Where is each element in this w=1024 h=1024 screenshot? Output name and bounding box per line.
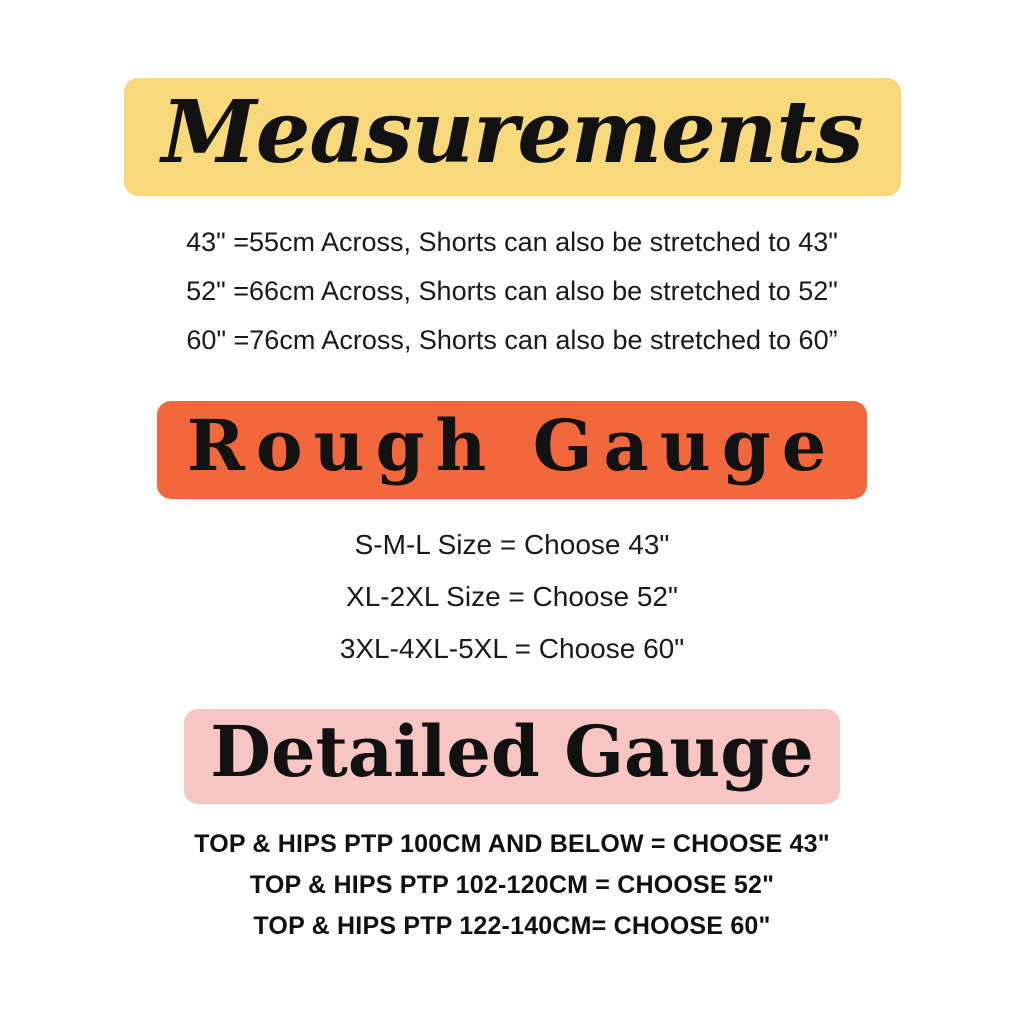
measurements-line: 60" =76cm Across, Shorts can also be stretched to 60” (186, 324, 838, 355)
rough-gauge-line: XL-2XL Size = Choose 52" (346, 580, 678, 612)
detailed-gauge-title: Detailed Gauge (210, 709, 814, 793)
rough-gauge-lines (340, 519, 684, 675)
detailed-gauge-line: TOP & HIPS PTP 102-120CM = CHOOSE 52" (249, 871, 775, 900)
rough-gauge-line: 3XL-4XL-5XL = Choose 60" (339, 632, 685, 664)
measurements-line: 52" =66cm Across, Shorts can also be stretched to 52" (186, 275, 838, 306)
detailed-gauge-line: TOP & HIPS PTP 122-140CM= CHOOSE 60" (253, 912, 771, 941)
rough-gauge-line: S-M-L Size = Choose 43" (354, 528, 670, 560)
detailed-gauge-line: TOP & HIPS PTP 100CM AND BELOW = CHOOSE 43" (194, 830, 830, 859)
measurements-line: 43" =55cm Across, Shorts can also be stretched to 43" (186, 226, 838, 257)
detailed-gauge-lines (194, 824, 830, 947)
measurements-title: Measurements (161, 82, 863, 183)
rough-gauge-title: Rough Gauge (186, 403, 838, 487)
detailed-gauge-banner (184, 709, 839, 805)
measurements-lines (186, 218, 838, 365)
rough-gauge-banner (157, 401, 867, 499)
measurements-banner (124, 78, 901, 196)
